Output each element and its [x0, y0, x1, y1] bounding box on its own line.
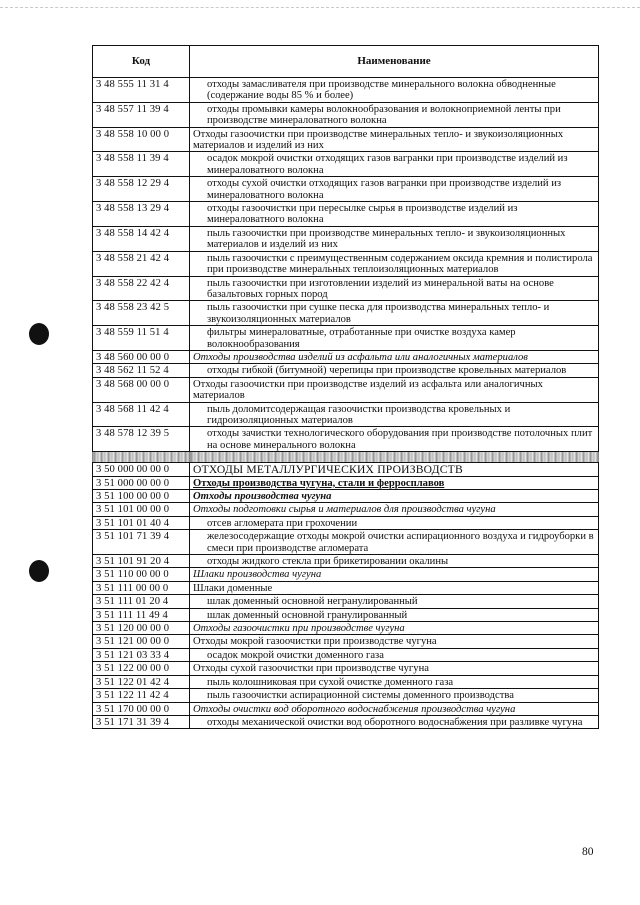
table-row — [93, 152, 599, 177]
waste-code: 3 48 568 11 42 4 — [93, 402, 190, 427]
waste-name — [190, 226, 599, 251]
waste-name-text: Отходы газоочистки при производстве изделий из асфальта или аналогичных материалов — [193, 378, 543, 402]
waste-name-text: Отходы производства изделий из асфальта или аналогичных материалов — [193, 351, 528, 363]
table-row — [93, 675, 599, 688]
table-row — [93, 662, 599, 675]
waste-name — [190, 452, 599, 463]
table-row — [93, 402, 599, 427]
waste-name-text: шлак доменный основной гранулированный — [207, 609, 408, 621]
waste-name-text: шлак доменный основной негранулированный — [207, 596, 418, 608]
waste-code: 3 48 558 12 29 4 — [93, 177, 190, 202]
table-row — [93, 127, 599, 152]
waste-name-text: Отходы очистки вод оборотного водоснабжения производства чугуна — [193, 703, 516, 715]
table-row — [93, 251, 599, 276]
table-row — [93, 463, 599, 476]
waste-code: 3 51 121 00 00 0 — [93, 635, 190, 648]
table-row — [93, 702, 599, 715]
table-row — [93, 635, 599, 648]
shaded-separator-row — [93, 452, 599, 463]
waste-name — [190, 402, 599, 427]
waste-code: 3 48 560 00 00 0 — [93, 350, 190, 363]
waste-name — [190, 463, 599, 476]
waste-name-text: пыль газоочистки при производстве минеральных тепло- и звукоизоляционных материалов и изделий из них — [207, 227, 566, 251]
waste-code: 3 48 558 10 00 0 — [93, 127, 190, 152]
table-row — [93, 608, 599, 621]
waste-code: 3 48 558 23 42 5 — [93, 301, 190, 326]
table-row — [93, 427, 599, 452]
table-row — [93, 503, 599, 516]
waste-code: 3 48 562 11 52 4 — [93, 364, 190, 377]
waste-name-text: отходы газоочистки при пересылке сырья в производстве изделий из минераловатного волокна — [207, 203, 518, 226]
header-name: Наименование — [190, 46, 599, 78]
table-row — [93, 595, 599, 608]
waste-code: 3 48 558 13 29 4 — [93, 202, 190, 227]
table-row — [93, 689, 599, 702]
waste-code: 3 48 559 11 51 4 — [93, 326, 190, 351]
table-row — [93, 555, 599, 568]
table-row — [93, 530, 599, 555]
table-row — [93, 377, 599, 402]
waste-name — [190, 702, 599, 715]
waste-code: 3 51 120 00 00 0 — [93, 622, 190, 635]
waste-code: 3 51 171 31 39 4 — [93, 715, 190, 728]
waste-name — [190, 516, 599, 529]
waste-code: 3 48 568 00 00 0 — [93, 377, 190, 402]
waste-name — [190, 662, 599, 675]
table-row — [93, 490, 599, 503]
waste-name-text: отходы сухой очистки отходящих газов вагранки при производстве изделий из минераловатного волокна — [207, 178, 562, 201]
waste-name — [190, 568, 599, 581]
waste-name-text: пыль газоочистки аспирационной системы доменного производства — [207, 690, 514, 702]
waste-name-text: пыль газоочистки с преимущественным содержанием оксида кремния и полистирола при производстве минеральных теплоизоляционных материалов — [207, 252, 593, 276]
waste-name — [190, 276, 599, 301]
waste-name — [190, 635, 599, 648]
waste-code: 3 51 122 11 42 4 — [93, 689, 190, 702]
waste-code: 3 50 000 00 00 0 — [93, 463, 190, 476]
waste-name-text: осадок мокрой очистки доменного газа — [207, 649, 384, 661]
waste-name-text: отходы жидкого стекла при брикетировании окалины — [207, 556, 449, 568]
waste-classification-table — [92, 45, 599, 729]
waste-code: 3 51 101 71 39 4 — [93, 530, 190, 555]
table-row — [93, 476, 599, 489]
waste-name — [190, 689, 599, 702]
waste-code: 3 51 101 91 20 4 — [93, 555, 190, 568]
waste-name — [190, 127, 599, 152]
waste-code: 3 48 558 11 39 4 — [93, 152, 190, 177]
waste-name-text: отсев агломерата при грохочении — [207, 517, 358, 529]
table-row — [93, 581, 599, 594]
table-row — [93, 516, 599, 529]
waste-name — [190, 364, 599, 377]
waste-name — [190, 675, 599, 688]
page-number: 80 — [582, 846, 594, 858]
waste-code: 3 51 170 00 00 0 — [93, 702, 190, 715]
waste-name-text: отходы гибкой (битумной) черепицы при производстве кровельных материалов — [207, 365, 567, 377]
table-row — [93, 202, 599, 227]
table-row — [93, 648, 599, 661]
page-top-edge — [0, 7, 640, 8]
waste-name-text: осадок мокрой очистки отходящих газов вагранки при производстве изделий из минераловатного волокна — [207, 153, 568, 176]
waste-name-text: Отходы газоочистки при производстве чугуна — [193, 623, 405, 635]
waste-name — [190, 326, 599, 351]
waste-name-text: железосодержащие отходы мокрой очистки аспирационного воздуха и гидроуборки в смеси при производстве агломерата — [207, 531, 594, 554]
waste-name-text: Отходы газоочистки при производстве минеральных тепло- и звукоизоляционных материалов и изделий из них — [193, 128, 564, 152]
table-header-row — [93, 46, 599, 78]
waste-name-text: Отходы сухой газоочистки при производстве чугуна — [193, 663, 429, 675]
waste-code: 3 51 100 00 00 0 — [93, 490, 190, 503]
waste-name — [190, 350, 599, 363]
table-row — [93, 350, 599, 363]
table-row — [93, 326, 599, 351]
table-row — [93, 301, 599, 326]
waste-code: 3 48 578 12 39 5 — [93, 427, 190, 452]
table-row — [93, 568, 599, 581]
waste-code: 3 48 558 21 42 4 — [93, 251, 190, 276]
waste-name-text: пыль газоочистки при изготовлении изделий из минеральной ваты на основе базальтовых горных пород — [207, 277, 554, 300]
waste-name — [190, 648, 599, 661]
waste-name — [190, 490, 599, 503]
table-row — [93, 226, 599, 251]
waste-name — [190, 152, 599, 177]
waste-code: 3 51 122 01 42 4 — [93, 675, 190, 688]
waste-name — [190, 715, 599, 728]
waste-code: 3 51 000 00 00 0 — [93, 476, 190, 489]
waste-name — [190, 555, 599, 568]
waste-name-text: отходы промывки камеры волокнообразования и волокноприемной ленты при производстве минераловатного волокна — [207, 103, 561, 127]
waste-name — [190, 202, 599, 227]
waste-name — [190, 530, 599, 555]
waste-name-text: Шлаки производства чугуна — [193, 569, 322, 581]
waste-name — [190, 622, 599, 635]
waste-code: 3 48 555 11 31 4 — [93, 78, 190, 103]
waste-name-text: Отходы производства чугуна — [193, 491, 332, 502]
table-row — [93, 622, 599, 635]
waste-name-text: Отходы мокрой газоочистки при производстве чугуна — [193, 636, 437, 648]
waste-name — [190, 301, 599, 326]
table-row — [93, 364, 599, 377]
waste-code — [93, 452, 190, 463]
waste-code: 3 51 111 01 20 4 — [93, 595, 190, 608]
waste-name — [190, 251, 599, 276]
waste-name — [190, 608, 599, 621]
waste-name-text: отходы зачистки технологического оборудования при производстве потолочных плит на основе минерального волокна — [207, 428, 593, 451]
table-row — [93, 102, 599, 127]
binder-hole-upper — [29, 323, 49, 345]
waste-code: 3 51 110 00 00 0 — [93, 568, 190, 581]
waste-name — [190, 503, 599, 516]
waste-name-text: отходы механической очистки вод оборотного водоснабжения при разливке чугуна — [207, 716, 583, 728]
waste-name — [190, 476, 599, 489]
waste-name — [190, 595, 599, 608]
table-body — [93, 78, 599, 729]
waste-code: 3 48 558 22 42 4 — [93, 276, 190, 301]
waste-code: 3 48 558 14 42 4 — [93, 226, 190, 251]
waste-name — [190, 177, 599, 202]
waste-code: 3 51 111 11 49 4 — [93, 608, 190, 621]
waste-name-text: ОТХОДЫ МЕТАЛЛУРГИЧЕСКИХ ПРОИЗВОДСТВ — [193, 463, 463, 477]
waste-name — [190, 78, 599, 103]
waste-name-text: Шлаки доменные — [193, 582, 273, 594]
waste-name-text: Отходы подготовки сырья и материалов для производства чугуна — [193, 504, 496, 516]
waste-code: 3 51 111 00 00 0 — [93, 581, 190, 594]
waste-code: 3 51 121 03 33 4 — [93, 648, 190, 661]
waste-code: 3 51 101 01 40 4 — [93, 516, 190, 529]
waste-name — [190, 427, 599, 452]
header-code: Код — [93, 46, 190, 78]
table-row — [93, 715, 599, 728]
table-row — [93, 78, 599, 103]
binder-hole-lower — [29, 560, 49, 582]
waste-name-text: фильтры минераловатные, отработанные при очистке воздуха камер волокнообразования — [207, 327, 516, 350]
waste-name-text: пыль доломитсодержащая газоочистки производства кровельных и гидроизоляционных материалов — [207, 403, 511, 426]
waste-name-text: отходы замасливателя при производстве минерального волокна обводненные (содержание воды 85 % и более) — [207, 79, 556, 102]
waste-name-text: пыль газоочистки при сушке песка для производства минеральных тепло- и звукоизоляционных материалов — [207, 302, 550, 325]
table-row — [93, 276, 599, 301]
waste-code: 3 51 122 00 00 0 — [93, 662, 190, 675]
waste-name-text: Отходы производства чугуна, стали и ферросплавов — [193, 477, 445, 489]
waste-name — [190, 377, 599, 402]
waste-code: 3 48 557 11 39 4 — [93, 102, 190, 127]
waste-name — [190, 102, 599, 127]
table-row — [93, 177, 599, 202]
waste-code: 3 51 101 00 00 0 — [93, 503, 190, 516]
waste-name-text: пыль колошниковая при сухой очистке доменного газа — [207, 676, 454, 688]
waste-name — [190, 581, 599, 594]
